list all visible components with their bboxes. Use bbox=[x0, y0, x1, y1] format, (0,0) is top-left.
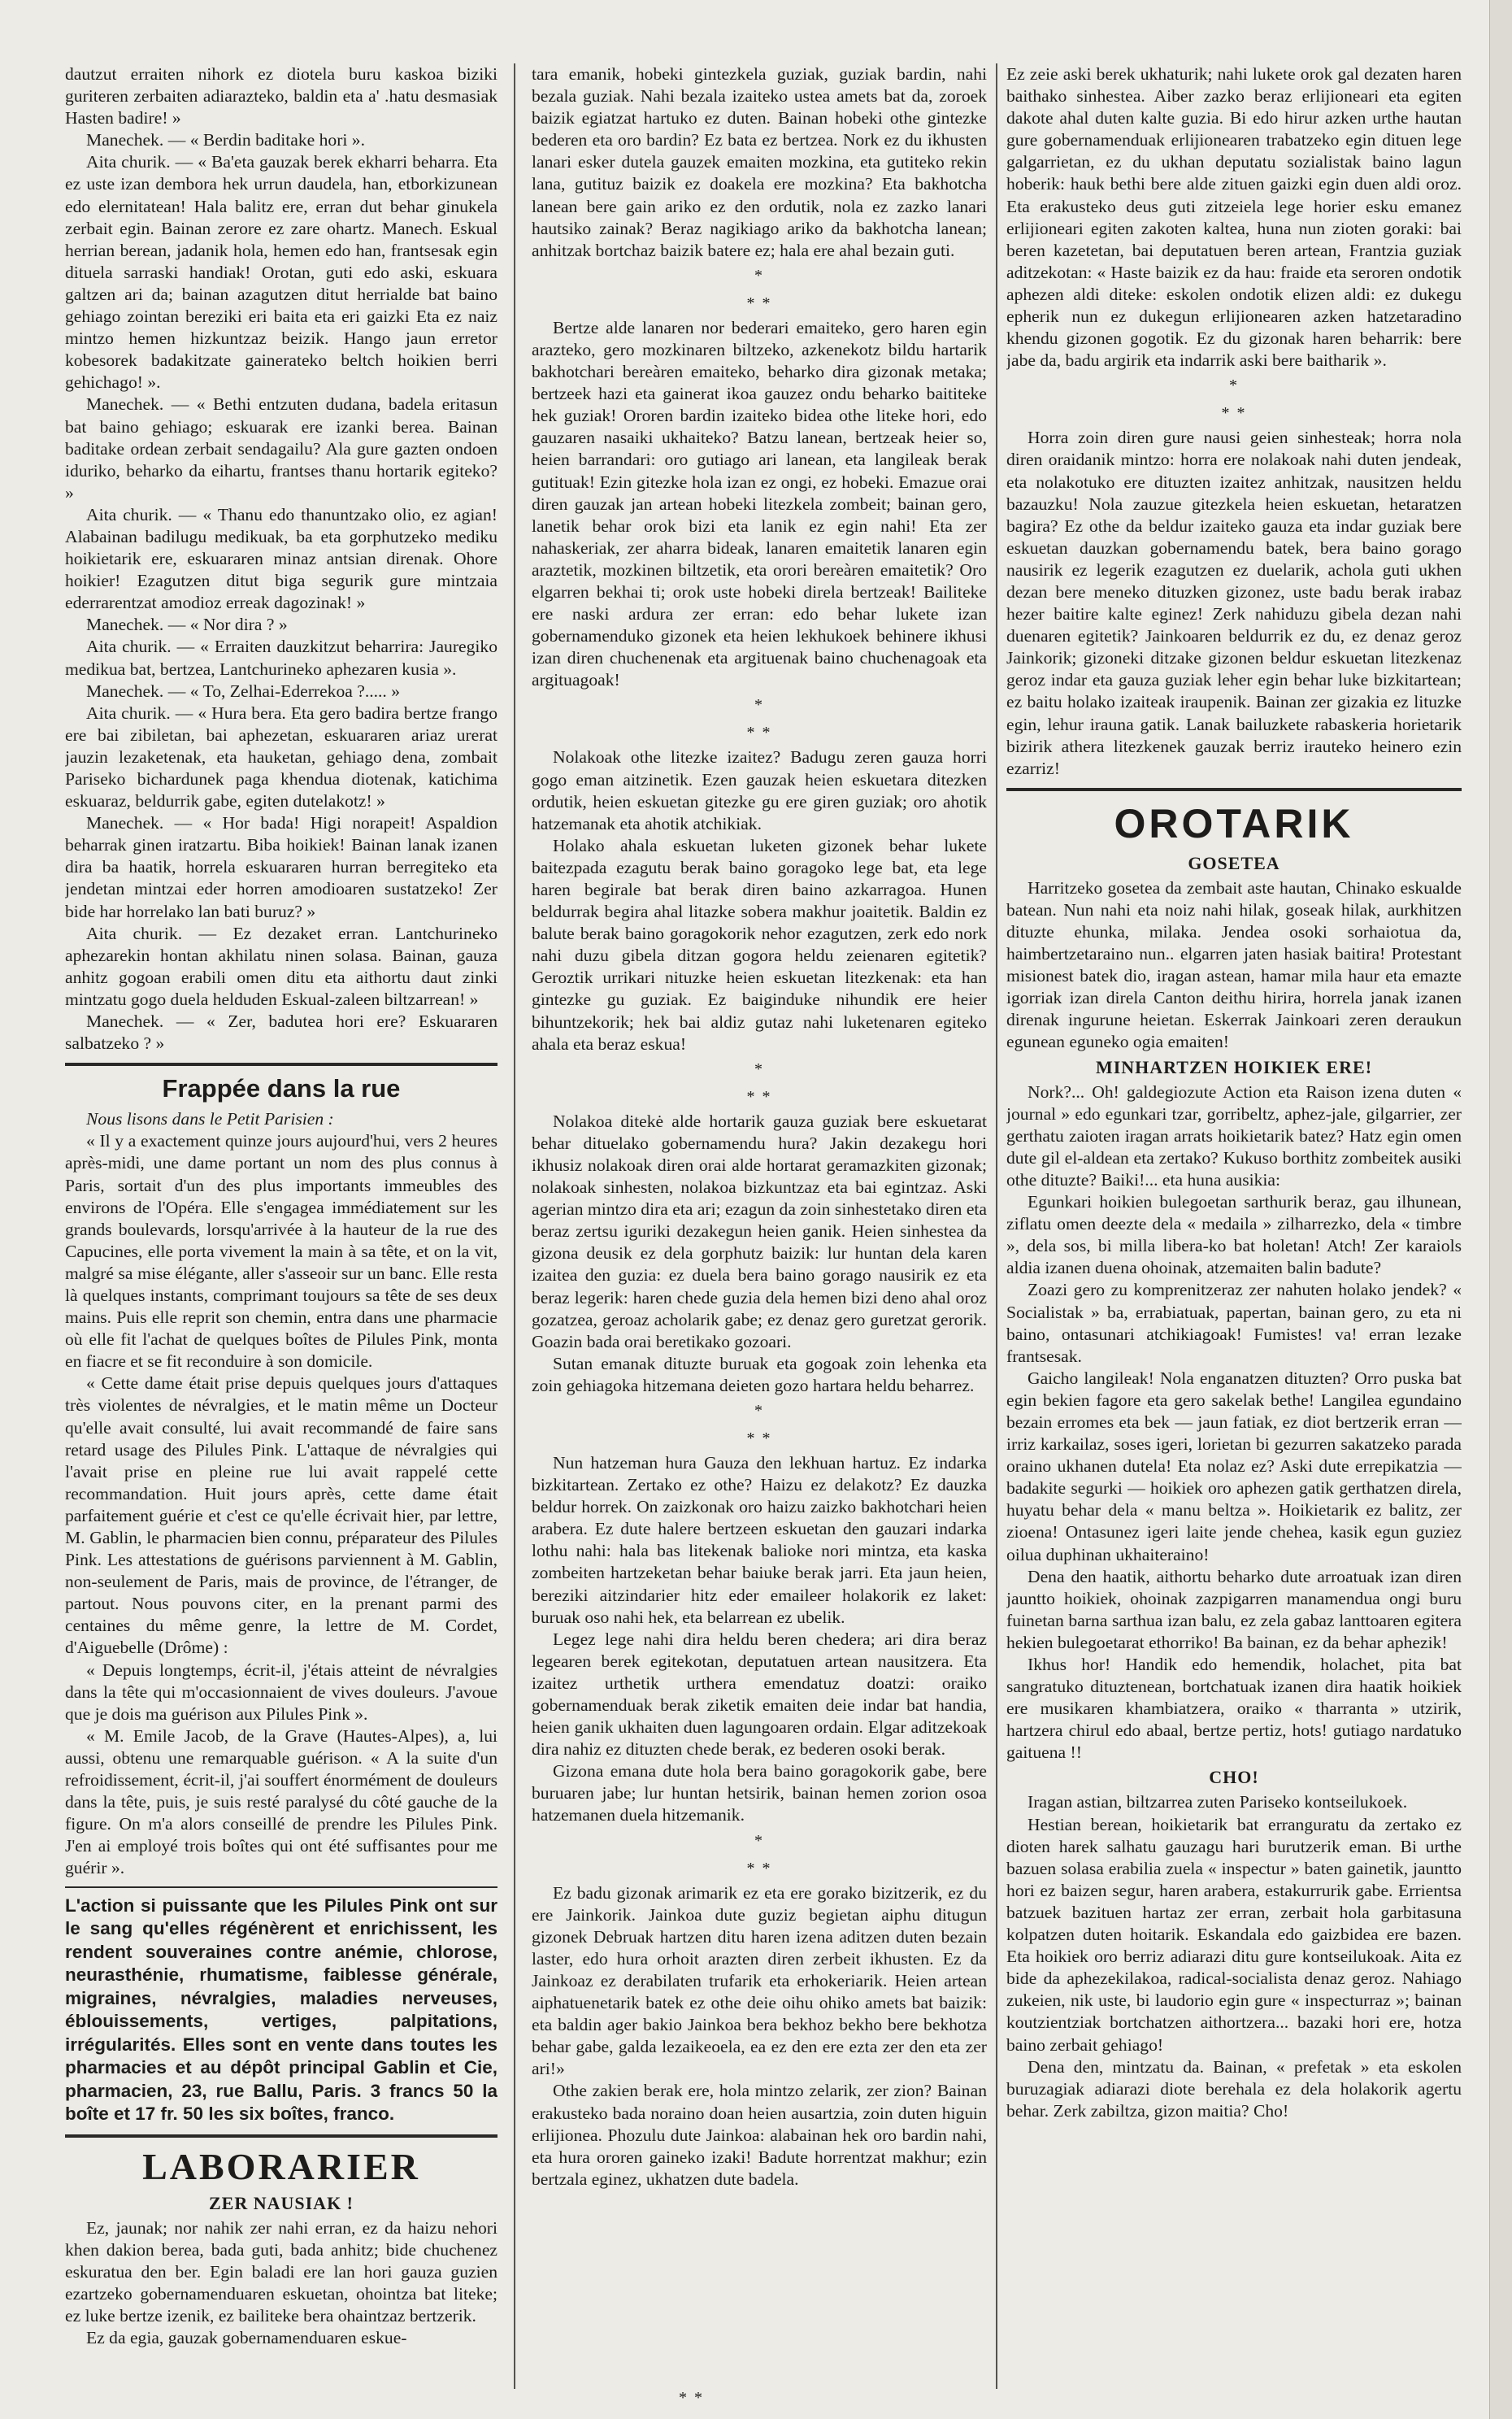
article-subtitle-zer-nausiak: ZER NAUSIAK ! bbox=[208, 2192, 354, 2213]
article-paragraph: Iragan astian, biltzarrea zuten Pariseko kontseilukoek. bbox=[1028, 1792, 1408, 1812]
article-paragraph: Gizona emana dute hola bera baino goragokorik gabe, bere buruaren jabe; lur huntan hetsirik, bainan hemen zorion osoa hatzemanen duela hitzemanik. bbox=[532, 1761, 987, 1825]
article-paragraph: Egunkari hoikien bulegoetan sarthurik beraz, gau ilhunean, ziflatu omen deezte dela « medaila » zilharrezko, dela « timbre », dela sos, bi milla libera-ko bat holetan! Atch! Zer karaiols aldia izanen duena ohoinak, atzemaiten balin badute? bbox=[1006, 1192, 1462, 1278]
scan-edge bbox=[1489, 0, 1512, 2419]
article-paragraph: Horra zoin diren gure nausi geien sinhesteak; horra nola diren oraidanik mintzo: horra ere nolakoak nahi duten jendeak, eta nolakotuko ere dituzten izaitez anhitzak, nausitzen heldu bazauzku! Nola zauzue gitezkela heien eskuetan, hetaratzen bagira? Ez othe da beldur izaiteko gauza eta indar guziak bere eskuetan dauzkan gobernamendu batek, bera baino gorago nausirik ez legerik ezagutzen ez duelarik, achola guti ukhen dezan bere meneko dituzken gizonez, uste badu berak irabaz hezer baitire kalte eginez! Zerk nahiduzu gibela dezan nahi duenaren egitetik? Jainkoaren beldurrik ez du, ez denaz geroz Jainkorik; gizoneki ditzake gizonen beldur eskuetan litezkenaz geroz indar eta gauza guziak leher egin behar luke bizkitartean; ez baitu holako izaiteak iraupenik. Bainan zer gizakia ez lituzke egin, lehur irauna gatik. Lanak bailuzkete rabaskeria horietarik bizirik athera litezkenek gauzak berriz irauteko heinero ezin ezarriz! bbox=[1006, 428, 1462, 778]
dialogue-paragraph: Manechek. — « Berdin baditake hori ». bbox=[86, 130, 366, 150]
section-asterism: * * * bbox=[746, 266, 772, 312]
article-paragraph: « Il y a exactement quinze jours aujourd'hui, vers 2 heures après-midi, une dame portant un nom des plus connus à Paris, sortait d'un des plus importants immeubles des environs de l'Opéra. Elle s'engagea immédiatement sur les grands boulevards, lorsqu'arrivée à la hauteur de la rue des Capucines, elle porta vivement la main à sa tête, et on la vit, malgré sa mise élégante, aller s'asseoir sur un banc. Elle resta là quelques instants, comprimant toujours sa tête de ses deux mains. Puis elle reprit son chemin, entra dans une pharmacie où elle fit l'achat de quelques boîtes de Pilules Pink, monta en fiacre et se fit reconduire à son domicile. bbox=[65, 1131, 497, 1372]
dialogue-paragraph: Manechek. — « Bethi entzuten dudana, badela eritasun bat baino gehiago; eskuarak ere izanki berea. Bainan baditake ordean zerbait sendagailu? Ala gure gazten ondoen iduriko, beharko da eihartu, frantses thanu hortarik egiteko? » bbox=[65, 394, 497, 503]
article-paragraph: « M. Emile Jacob, de la Grave (Hautes-Alpes), a, lui aussi, obtenu une remarquable guérison. « A la suite d'un refroidissement, écrit-il, j'ai souffert énormément de douleurs dans la tête, puis, je suis resté paralysé du côté gauche de la figure. On m'a alors conseillé de prendre les Pilules Pink. J'en ai employé trois boîtes qui ont été suffisantes pour me guérir ». bbox=[65, 1725, 497, 1878]
article-paragraph: Ez, jaunak; nor nahik zer nahi erran, ez da haizu nehori khen dakion berea, bada guti, bada anhitz; bide chuchenez eskuratua den ber. Egin baladi ere lan hori gauza guzien ezartzeko gobernamenduaren eskuetan, ohointza bat liteke; ez luke bertze izenik, ez bailiteke bera ohaintzaz bertzerik. bbox=[65, 2217, 497, 2325]
article-paragraph: Dena den haatik, aithortu beharko dute arroatuak izan diren jauntto hoikiek, ohoinak zazpigarren manamendua ongi buru fuinetan barna sarthua izan balu, ez zela gabaz lanttoaren egitera hekien bulegoetarat ethorriko! Ba bainan, ez da behar aphezik! bbox=[1006, 1566, 1462, 1652]
article-paragraph: Ez da egia, gauzak gobernamenduaren eskue- bbox=[86, 2327, 407, 2347]
article-paragraph: Ikhus hor! Handik edo hemendik, holachet, pita bat sangratuko dituztenean, bortchatuak izanen dira haatik hoikiek ere musikaren khambiatzera, oraiko « tharranta » utzirik, hartzera chirul edo abaal, bertze pertiz, hots! gutiago nardatuko gaituena !! bbox=[1006, 1655, 1462, 1763]
subhead-cho: CHO! bbox=[1209, 1767, 1259, 1788]
ad-rule-bottom bbox=[65, 2134, 497, 2138]
section-asterism: * * * bbox=[746, 696, 772, 742]
article-paragraph: Harritzeko gosetea da zembait aste hautan, Chinako eskualde batean. Nun nahi eta noiz nahi hilak, goseak hilak, aurkhitzen dituzte ehunka, milaka. Jendea osoki sorhaiotua da, haimbertzetaraino nun.. elgarren jaten hasiak baitira! Protestant misionest batek dio, iragan astean, hamar mila haur eta emazte igorriak izan direla Canton deithu hirira, horrela janak izanen direnak ingurune heietan. Eskerrak Jainkoari zeren deraukun egunean eguneko ogia emaiten! bbox=[1006, 877, 1462, 1052]
article-paragraph: Hestian berean, hoikietarik bat erranguratu da zertako ez dioten harek salhatu gauzagu hari burutzerik eman. Bi urthe bazuen solasa erabilia zuela « inspectur » baten gainetik, jauntto hori ez baizen segur, haren arabera, estakurrurik gabe. Errientsa batzuek bazituen hartaz zer erran, zerbait hola garbitasuna kolpatzen duten hoitarik. Eskandala edo gaizbidea ere bazen. Eta hoikiek oro berriz adiarazi ditu gure kontseilukoak. Aita ez bide da aphezekilakoa, radical-socialista denaz geroz. Nahiago zukeien, nik uste, bi laudorio egin gure « inspecturraz »; bainan koutzientziak bortchatzen aithortzera... bazaki hori ere, hotza baino zerbait gehiago! bbox=[1006, 1814, 1462, 2055]
article-paragraph: Bertze alde lanaren nor bederari emaiteko, gero haren egin arazteko, gero mozkinaren biltzeko, azkenekotz bildu hartarik bakhotchari bereàren emaiteko, beharko dira gizonak metaka; bertzeek hazi eta gainerat ikoa gauzez ondu beharko baititeke hek guziak! Ororen bardin izaiteko bidea othe liteke hori, edo gauzaren nasaiki ukhaiteko? Batzu lanean, bertzeak heier so, heien barrandari: oro gutiago ari lanean, eta langileak berak gutituak! Ezin gitezke hola izan ez ongi, ez hobeki. Emazue orai diren gauzak jan artean hobeki litezkela zombeit; bainan gero, lanetik behar orok bizi eta lanik ez egin nahi! Eta zer nahaskeriak, zer aharra bideak, lanaren emaitetik lanaren egin araztetik, mozkinen biltzetik, eta orori bereàren emaitetik? Oro elgarren bekhai ti; orok uste hobeki direla bertzeak! Bailiteke ere naski ardura zer erran: edo behar lukete izan gobernamenduko gizonek eta heien lekhukoek behinere ikhusi izan diren chuchenenak eta argituenak baino chuchenagoak eta argituagoak! bbox=[532, 317, 987, 690]
page-bottom-asterism: * * bbox=[679, 2389, 704, 2407]
article-paragraph: Dena den, mintzatu da. Bainan, « prefetak » eta eskolen buruzagiak adiarazi diote berehala ez dela holakorik agertu behar. Zerk zabiltza, gizon maitia? Cho! bbox=[1006, 2056, 1462, 2121]
dialogue-paragraph: Aita churik. — Ez dezaket erran. Lantchurineko aphezarekin hontan akhilatu ninen solasa. Bainan, gauza anhitz gogoan erabili omen ditu eta aithortu daut zinki mintzatu gogo duela helduden Eskual-zaleen biltzarrean! » bbox=[65, 923, 497, 1009]
article-paragraph: Nun hatzeman hura Gauza den lekhuan hartuz. Ez indarka bizkitartean. Zertako ez othe? Haizu ez delakotz? Ez dauzka beldur horrek. On zaizkonak oro haizu zaizko bakhotchari heien arabera. Ez dute halere bertzeen eskuetan den gauzari indarka lothu nahi: hala bas litekenak balioke nori mintza, eta kaska zombeiten hartzeketan behar baiuke berak jarri. Eta jaun heien, bereziki aitzindarier hitz eder emaileer holakorik ez laket: buruak oso nahi hek, eta belarrean ez ubelik. bbox=[532, 1452, 987, 1627]
column-3 bbox=[1006, 63, 1462, 2405]
article-paragraph: Sutan emanak dituzte buruak eta gogoak zoin lehenka eta zoin gehiagoka hitzemana deieten gozo hartara heldu beharrez. bbox=[532, 1353, 987, 1395]
article-paragraph: « Cette dame était prise depuis quelques jours d'attaques très violentes de névralgies, et le matin même un Docteur qu'elle avait consulté, lui avait recommandé de faire sans retard usage des Pilules Pink. L'attaque de névralgies qui l'avait prise en pleine rue lui avait rappelé cette recommandation. Huit jours après, cette dame était parfaitement guérie et c'est ce qu'elle écrivait hier, par lettre, M. Gablin, le pharmacien bien connu, préparateur des Pilules Pink. Les attestations de guérisons parviennent à M. Gablin, non-seulement de Paris, mais de province, de l'étranger, de partout. Nous pouvons citer, en la prenant parmi des centaines du même genre, la lettre de M. Cordet, d'Aiguebelle (Drôme) : bbox=[65, 1373, 497, 1658]
subhead-minhartzen: MINHARTZEN HOIKIEK ERE! bbox=[1095, 1056, 1373, 1077]
article-title-laborarier: LABORARIER bbox=[142, 2145, 420, 2187]
article-title-frappee: Frappée dans la rue bbox=[162, 1074, 401, 1103]
ad-rule-top bbox=[65, 1886, 497, 1888]
subhead-gosetea: GOSETEA bbox=[1188, 852, 1280, 873]
dialogue-paragraph: Manechek. — « Nor dira ? » bbox=[86, 615, 288, 635]
dialogue-paragraph: dautzut erraiten nihork ez diotela buru kaskoa biziki guriteren zerbaiten adiarazteko, baldin eta a' .hatu desmasiak Hasten badire! » bbox=[65, 64, 497, 128]
section-asterism: * * * bbox=[746, 1059, 772, 1106]
article-paragraph: Ez zeie aski berek ukhaturik; nahi lukete orok gal dezaten haren baithako sinhestea. Aiber zazko beraz erlijioneari eta egiten dakote ahal duten kalte guzia. Bi edo hirur azken urthe hautan gure gobernamenduak erlijionearen trabatzeko egin dituen lege galgarrietan, ez du ukhan deputatu sozialistak baino lagun hoberik: hauk bethi bere alde zituen gaizki egin duen aldi oroz. Eta erakusteko deus guti zitzeiela lege horier esku emanez erlijioneari egiten zakoten kaltea, huna nun zioten goraki: bai beren kazetetan, bai deputatuen beren artean, Frantzia guziak aditzekotan: « Haste baizik ez da hau: fraide eta seroren ondotik aphezen aldi diteke: eskolen ondotik elizen aldi: ez dukegu epherik nun ez dukegun erlijionearen azken hatzetaradino khendu gizonen gogotik. Ez du gizonak haren beharrik: bere jabe da, badu argirik eta indarrik aski bere baitharik ». bbox=[1006, 64, 1462, 371]
article-paragraph: Holako ahala eskuetan luketen gizonek behar lukete baitezpada ezagutu berak baino goragoko lege bat, eta lege haren begirale bat berak diren baino azkarragoa. Hunen beldurrak begira ahal litazke sobera makhur joaitetik. Baldin ez balute berak baino goragokorik nehor ezagutzen, zerk edo nork nahi duzu gibela ditzan gogora heldu zeienaren egitetik? Geroztik urrikari nituzke heien eskuetan litezkenak: eta han gintezke gu guziak. Ez baiginduke nihundik ere heier bihuntzekorik; hek bai aldiz gutaz nahi luketenaren egiteko ahala eta beraz eskua! bbox=[532, 835, 987, 1054]
dialogue-paragraph: Manechek. — « To, Zelhai-Ederrekoa ?..... » bbox=[86, 681, 401, 701]
dialogue-paragraph: Aita churik. — « Thanu edo thanuntzako olio, ez agian! Alabainan badilugu medikuak, ba eta gorphutzeko mediku hoikietarik ere, eskuararen minaz antsian direnak. Ohore hoikier! Ezagutzen ditut biga segurik gure mintzaia ederrarentzat amodioz erreak dagozinak! » bbox=[65, 504, 497, 613]
article-paragraph: Nolakoak othe litezke izaitez? Badugu zeren gauza horri gogo eman aitzinetik. Ezen gauzak heien eskuetara ditezken ordutik, heien eskuetan gitezke gu ere giren guziak; oro ahotik hatzemanak eta ahotik atchikiak. bbox=[532, 747, 987, 833]
dialogue-paragraph: Aita churik. — « Erraiten dauzkitzut beharrira: Jauregiko medikua bat, bertzea, Lantchurineko aphezaren kusia ». bbox=[65, 637, 497, 679]
column-1 bbox=[65, 63, 497, 2405]
article-paragraph: Nork?... Oh! galdegiozute Action eta Raison izena duten « journal » edo egunkari tzar, gorribeltz, aphez-jale, gilgarrier, zer gerthatu zaioten iragan arrats hoikietarik batez? Hatz egin omen dute gil el-aldean eta zertako? Kukuso borthitz zombeitek ausiki othe dituzte? Baiki!... eta huna ausikia: bbox=[1006, 1081, 1462, 1190]
section-title-orotarik: OROTARIK bbox=[1114, 800, 1354, 846]
article-paragraph: « Depuis longtemps, écrit-il, j'étais atteint de névralgies dans la tête qui m'occasionnaient de vives douleurs. J'avoue que je dois ma guérison aux Pilules Pink ». bbox=[65, 1660, 497, 1724]
section-asterism: * * * bbox=[746, 1831, 772, 1877]
column-2 bbox=[532, 63, 987, 2405]
pilules-pink-advertisement: L'action si puissante que les Pilules Pink ont sur le sang qu'elles régénèrent et enrichissent, les rendent souveraines contre anémie, chlorose, neurasthénie, rhumatisme, faiblesse générale, migraines, névralgies, maladies nerveuses, éblouissements, vertiges, palpitations, irrégularités. Elles sont en vente dans toutes les pharmacies et au dépôt principal Gablin et Cie, pharmacien, 23, rue Ballu, Paris. 3 francs 50 la boîte et 17 fr. 50 les six boîtes, franco. bbox=[65, 1895, 497, 2124]
dialogue-paragraph: Manechek. — « Zer, badutea hori ere? Eskuararen salbatzeko ? » bbox=[65, 1012, 497, 1054]
article-paragraph: Legez lege nahi dira heldu beren chedera; ari dira beraz legearen berek egitekotan, deputatuen artean nausitzera. Eta izaitez urthetik urthera emendatuz doatzi: oraiko gobernamenduak berak ziketik emaiten deie indar bat handia, heien ganik ukhaiten duen lagungoaren ordain. Elgar aditzekoak dira nahiz ez dituzten chede berak, ez bederen osoki berak. bbox=[532, 1629, 987, 1760]
section-rule bbox=[65, 1063, 497, 1066]
dialogue-paragraph: Manechek. — « Hor bada! Higi norapeit! Aspaldion beharrak ginen iratzartu. Biba hoikiek! Bainan lanak izanen dira ba haatik, horrela eskuararen hurran berregiteko eta jendetan mintzai eder horren amodioaren sustatzeko! Zer bide har horrelako lan bati buruz? » bbox=[65, 813, 497, 921]
dialogue-paragraph: Aita churik. — « Ba'eta gauzak berek ekharri beharra. Eta ez uste izan dembora hek urrun daudela, han, etborkizunean edo elernitatean! Hala balitz ere, erran dut behar ginukela zerbait egin. Bainan zerore ez zare ohartz. Manech. Eskual herrian berean, jadanik hola, hemen edo han, frantsesak egin dituela sarraski handiak! Orotan, guti edo aski, eskuara galtzen ari da; bainan azagutzen ditut herrialde bat baino gehiago zointan bereziki eri baita eta eri gaizki Eta ez naiz mintzo hemen hizkuntzaz beizik. Hango jaun erretor kobesorek badakitzate gainerateko beltch hoikien berri gehichago! ». bbox=[65, 152, 497, 393]
article-paragraph: Nolakoa ditekė alde hortarik gauza guziak bere eskuetarat behar dituelako gobernamendu hura? Jakin dezakegu hori ikhusiz nolakoak diren orai alde hortarat geramazkiten gizonak; nolakoak sinhesten, nolakoa bizkuntzaz eta bai egintzaz. Aski agerian mintzo dira eta ari; ezagun da zoin sinhestetako diren eta beraz zertsu iguriki dezakegun heien ganik. Heien sinhestea da gizona deusik ez dela gorphutz baizik: lur huntan dela karen izaitea den guzia: ez duela bera baino gorago nausirik ez eta beraz legerik: haren chede guzia dela hemen bizi deno ahal oroz gozatzea, geroaz acholarik gabe; ez denaz gero guretzat gerorik. Goazin bada orai beretikako gozoari. bbox=[532, 1111, 987, 1351]
article-paragraph: Gaicho langileak! Nola enganatzen dituzten? Orro puska bat egin bekien fagore eta gero sakelak bethe! Langilea egundaino bezain erromes eta bek — jaun fatiak, ez diot bertzerik erran — irriz karkailaz, soses igeri, lorietan bi gezurren sakatzeko parada oraino ukhanen dutela! Eta nolaz ez? Aski dute errepikatzia — badakite segurki — hoikiek oro aphezen gatik gerthatzen direla, huyatu behar dela « manu beltza ». Hoikietarik ez balitz, zer zioena! Ontasunez igeri laite jende chehea, kasik egun guziez oilua duphinan ukhaiteraino! bbox=[1006, 1368, 1462, 1564]
article-paragraph: Ez badu gizonak arimarik ez eta ere gorako bizitzerik, ez du ere Jainkorik. Jainkoa dute guziz begietan aiphu ditugun gizonek Debruak hartzen ditu haren izena aditzen duten bezain laster, edo hura orhoit arazten diren zerbeit ikhusten. Ez da Jainkoaz ez derabilaten trufarik eta erhokeriarik. Heien artean aiphatuenetarik batek ez othe deie oihu ohiko amets bat baizik: eta baldin ager bakio Jainkoa bera bekhoz bekho bere bekhotza behar gabe, galda lezaikeoela, ea ez den ere ezta zer den eta zer ari!» bbox=[532, 1882, 987, 2079]
article-paragraph: tara emanik, hobeki gintezkela guziak, guziak bardin, nahi bezala guziak. Nahi bezala izaiteko ustea amets bat da, zoroek baizik egiatzat hartuko ez duten. Bainan hobeki othe gintezke bederen eta oro bardin? Ez bata ez bertzea. Nork ez du ikhusten lanari esker dutela gauzek emaiten mozkina, eta gutiteko rekin lana, gutituz baizik ez doakela ere mozkina? Eta bakhotcha lanean bere gain ariko ez den ordutik, nola ez zazko lanari hautsiko zainak? Beraz nagikiago ariko da bakhotcha lanean; anhitzak bortchaz baizik batere ez; hala ere ahal bezain guti. bbox=[532, 64, 987, 260]
column-divider-1 bbox=[514, 63, 515, 2389]
article-paragraph: Othe zakien berak ere, hola mintzo zelarik, zer zion? Bainan erakusteko bada noraino doan heien ausartzia, zoin duten higuin erlijionea. Phozulu dute Jainkoa: alabainan hek oro bardin nahi, eta hura ororen gaineko izaki! Badute horrentzat makhur; ezin bertzala eginez, ukhatzen dute badela. bbox=[532, 2081, 987, 2189]
section-asterism: * * * bbox=[1221, 376, 1247, 423]
section-asterism: * * * bbox=[746, 1401, 772, 1447]
article-paragraph: Zoazi gero zu komprenitzeraz zer nahuten holako jendek? « Socialistak » ba, errabiatuak, papertan, bainan gero, zu eta ni baino, ontasunari atchikiagoak! Fumistes! va! erran lezake frantsesak. bbox=[1006, 1280, 1462, 1366]
dialogue-paragraph: Aita churik. — « Hura bera. Eta gero badira bertze frango ere bai zibiletan, bai aphezetan, eskuararen ariaz urerat jauzin lezaketenak, eta hauketan, gehiago dena, zombait Pariseko bichardunek paga khendua diotenak, katichima eskuaraz, beldurrik gabe, egiten dutelakotz! » bbox=[65, 703, 497, 811]
column-divider-2 bbox=[996, 63, 997, 2389]
article-source-line: Nous lisons dans le Petit Parisien : bbox=[86, 1109, 334, 1129]
section-rule bbox=[1006, 788, 1462, 791]
